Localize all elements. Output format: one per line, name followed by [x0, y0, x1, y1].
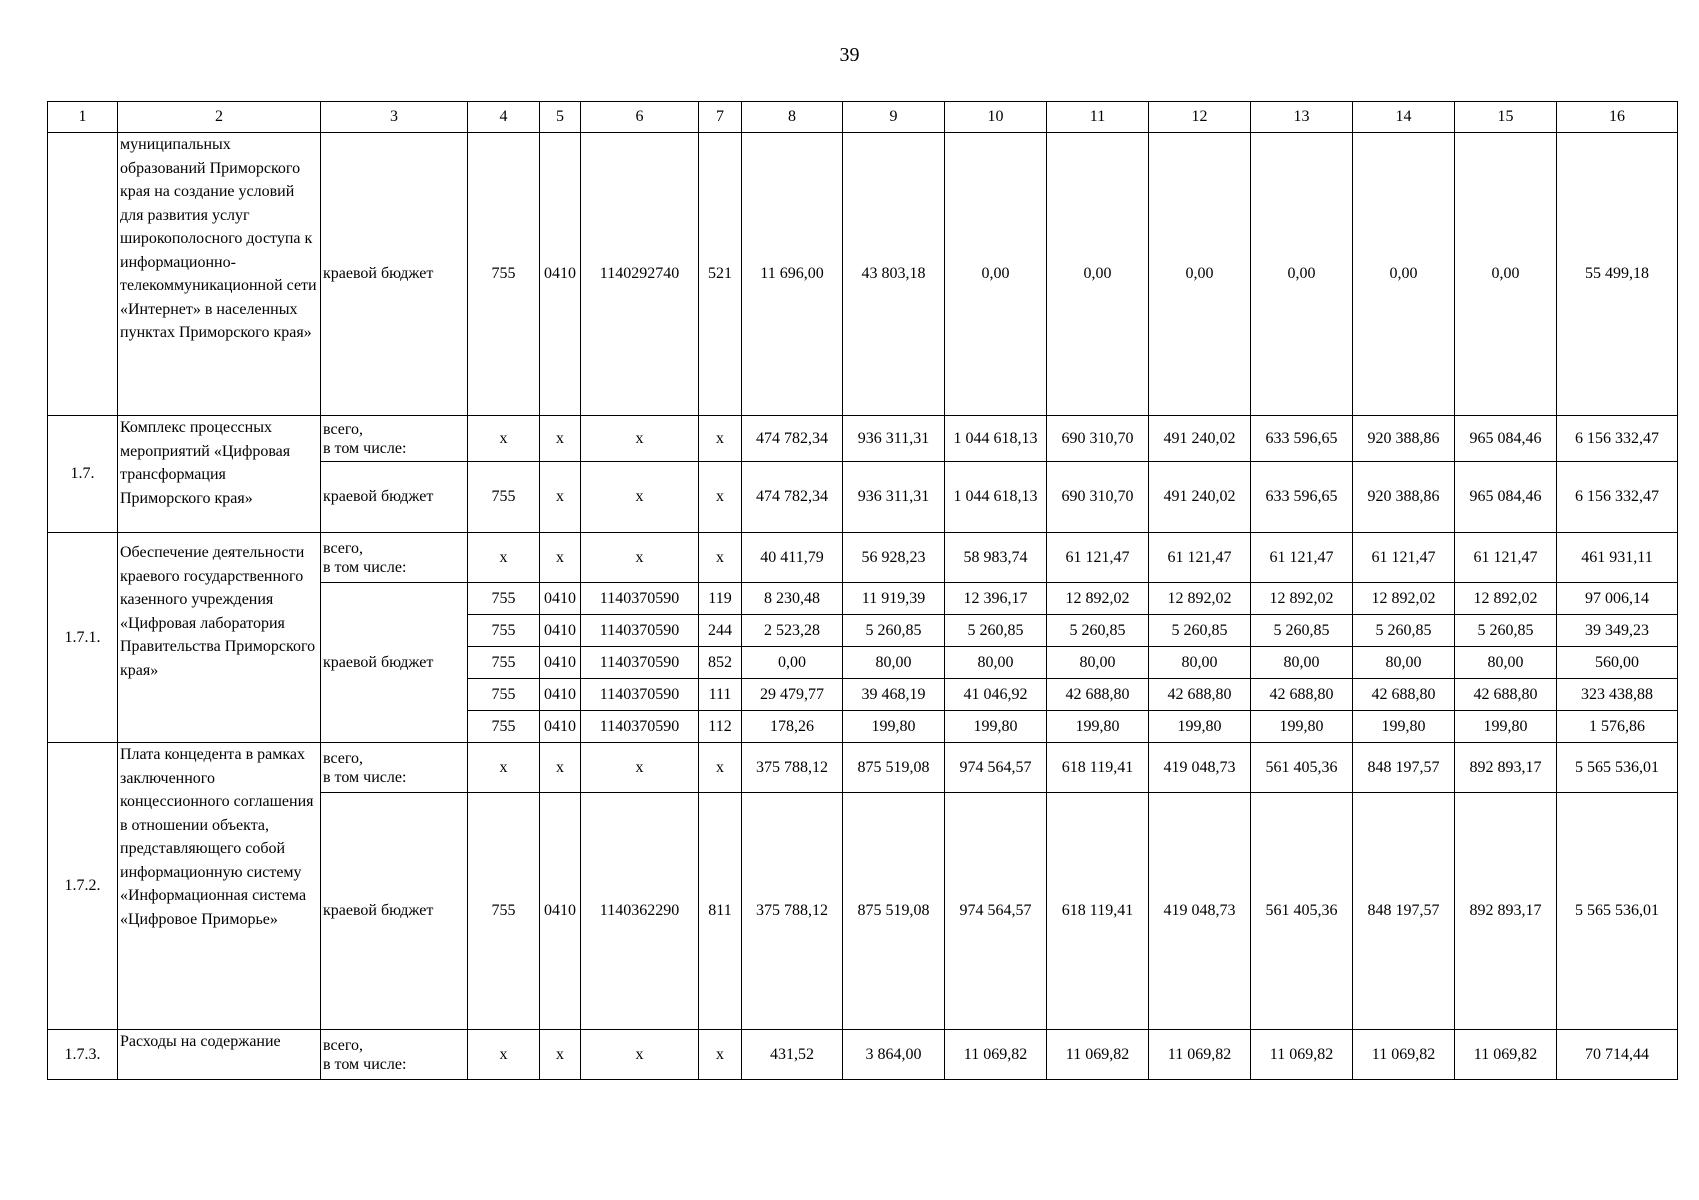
value-cell: 5 260,85	[1047, 615, 1149, 647]
value-cell: 80,00	[945, 647, 1047, 679]
code-cell: x	[581, 462, 699, 533]
value-cell: 80,00	[1149, 647, 1251, 679]
code-cell: 755	[468, 793, 540, 1030]
value-cell: 70 714,44	[1557, 1030, 1678, 1080]
col-header: 7	[699, 102, 742, 133]
funding-source: краевой бюджет	[321, 793, 468, 1030]
funding-source: краевой бюджет	[321, 133, 468, 416]
value-cell: 6 156 332,47	[1557, 462, 1678, 533]
value-cell: 12 892,02	[1149, 583, 1251, 615]
col-header: 9	[843, 102, 945, 133]
including-label: в том числе:	[323, 1055, 407, 1073]
code-cell: 244	[699, 615, 742, 647]
value-cell: 0,00	[945, 133, 1047, 416]
value-cell: 61 121,47	[1251, 533, 1353, 583]
value-cell: 199,80	[945, 711, 1047, 743]
row-id: 1.7.	[48, 416, 118, 533]
value-cell: 6 156 332,47	[1557, 416, 1678, 462]
code-cell: x	[699, 462, 742, 533]
value-cell: 323 438,88	[1557, 679, 1678, 711]
col-header: 16	[1557, 102, 1678, 133]
value-cell: 920 388,86	[1353, 462, 1455, 533]
value-cell: 39 468,19	[843, 679, 945, 711]
value-cell: 561 405,36	[1251, 793, 1353, 1030]
value-cell: 965 084,46	[1455, 462, 1557, 533]
value-cell: 61 121,47	[1047, 533, 1149, 583]
code-cell: x	[540, 1030, 581, 1080]
code-cell: 852	[699, 647, 742, 679]
code-cell: 755	[468, 679, 540, 711]
value-cell: 12 892,02	[1353, 583, 1455, 615]
code-cell: x	[468, 533, 540, 583]
value-cell: 892 893,17	[1455, 743, 1557, 793]
value-cell: 40 411,79	[742, 533, 843, 583]
code-cell: 0410	[540, 615, 581, 647]
value-cell: 848 197,57	[1353, 743, 1455, 793]
value-cell: 80,00	[1455, 647, 1557, 679]
code-cell: 521	[699, 133, 742, 416]
value-cell: 491 240,02	[1149, 462, 1251, 533]
value-cell: 920 388,86	[1353, 416, 1455, 462]
value-cell: 0,00	[1455, 133, 1557, 416]
total-label: всего,	[323, 1036, 364, 1054]
value-cell: 41 046,92	[945, 679, 1047, 711]
code-cell: 1140292740	[581, 133, 699, 416]
code-cell: x	[540, 533, 581, 583]
value-cell: 11 696,00	[742, 133, 843, 416]
value-cell: 80,00	[1251, 647, 1353, 679]
value-cell: 1 044 618,13	[945, 416, 1047, 462]
code-cell: 112	[699, 711, 742, 743]
col-header: 8	[742, 102, 843, 133]
value-cell: 39 349,23	[1557, 615, 1678, 647]
row-id: 1.7.1.	[48, 533, 118, 743]
value-cell: 690 310,70	[1047, 462, 1149, 533]
code-cell: 755	[468, 133, 540, 416]
value-cell: 199,80	[1251, 711, 1353, 743]
col-header: 14	[1353, 102, 1455, 133]
value-cell: 618 119,41	[1047, 793, 1149, 1030]
funding-source	[321, 416, 468, 462]
value-cell: 61 121,47	[1353, 533, 1455, 583]
value-cell: 80,00	[843, 647, 945, 679]
table-row	[48, 133, 1678, 416]
col-header: 2	[118, 102, 321, 133]
row-name: муниципальных образований Приморского края на создание условий для развития услуг широкополосного доступа к информационно-телекоммуникационной сети «Интернет» в населенных пунктах Приморского края»	[118, 133, 321, 416]
value-cell: 5 260,85	[945, 615, 1047, 647]
value-cell: 974 564,57	[945, 743, 1047, 793]
value-cell: 11 919,39	[843, 583, 945, 615]
value-cell: 936 311,31	[843, 462, 945, 533]
value-cell: 0,00	[742, 647, 843, 679]
value-cell: 199,80	[1047, 711, 1149, 743]
code-cell: 0410	[540, 583, 581, 615]
total-label: всего,	[323, 420, 364, 438]
value-cell: 5 565 536,01	[1557, 793, 1678, 1030]
code-cell: x	[468, 416, 540, 462]
total-label: всего,	[323, 539, 364, 557]
code-cell: 119	[699, 583, 742, 615]
including-label: в том числе:	[323, 558, 407, 576]
value-cell: 199,80	[1149, 711, 1251, 743]
value-cell: 42 688,80	[1251, 679, 1353, 711]
code-cell: 111	[699, 679, 742, 711]
row-name: Плата концедента в рамках заключенного концессионного соглашения в отношении объекта, представляющего собой информационную систему «Информационная система «Цифровое Приморье»	[118, 743, 321, 1030]
value-cell: 375 788,12	[742, 793, 843, 1030]
value-cell: 11 069,82	[1455, 1030, 1557, 1080]
funding-source: краевой бюджет	[321, 583, 468, 743]
including-label: в том числе:	[323, 768, 407, 786]
value-cell: 42 688,80	[1047, 679, 1149, 711]
col-header: 15	[1455, 102, 1557, 133]
value-cell: 0,00	[1149, 133, 1251, 416]
value-cell: 11 069,82	[1353, 1030, 1455, 1080]
value-cell: 0,00	[1353, 133, 1455, 416]
value-cell: 633 596,65	[1251, 416, 1353, 462]
code-cell: 755	[468, 615, 540, 647]
value-cell: 11 069,82	[1047, 1030, 1149, 1080]
value-cell: 633 596,65	[1251, 462, 1353, 533]
value-cell: 5 260,85	[843, 615, 945, 647]
value-cell: 42 688,80	[1455, 679, 1557, 711]
value-cell: 8 230,48	[742, 583, 843, 615]
code-cell: x	[540, 743, 581, 793]
header-row	[48, 102, 1678, 133]
value-cell: 419 048,73	[1149, 743, 1251, 793]
value-cell: 12 892,02	[1251, 583, 1353, 615]
code-cell: x	[581, 1030, 699, 1080]
value-cell: 80,00	[1047, 647, 1149, 679]
table-row	[48, 1030, 1678, 1080]
table-row	[48, 416, 1678, 462]
value-cell: 431,52	[742, 1030, 843, 1080]
value-cell: 561 405,36	[1251, 743, 1353, 793]
value-cell: 936 311,31	[843, 416, 945, 462]
col-header: 12	[1149, 102, 1251, 133]
value-cell: 5 565 536,01	[1557, 743, 1678, 793]
code-cell: 0410	[540, 133, 581, 416]
value-cell: 1 576,86	[1557, 711, 1678, 743]
value-cell: 375 788,12	[742, 743, 843, 793]
value-cell: 199,80	[1455, 711, 1557, 743]
table-row	[48, 533, 1678, 583]
value-cell: 11 069,82	[945, 1030, 1047, 1080]
value-cell: 199,80	[1353, 711, 1455, 743]
code-cell: 811	[699, 793, 742, 1030]
code-cell: x	[468, 743, 540, 793]
value-cell: 0,00	[1251, 133, 1353, 416]
code-cell: x	[581, 743, 699, 793]
col-header: 6	[581, 102, 699, 133]
value-cell: 5 260,85	[1149, 615, 1251, 647]
code-cell: x	[468, 1030, 540, 1080]
value-cell: 419 048,73	[1149, 793, 1251, 1030]
code-cell: 1140370590	[581, 615, 699, 647]
budget-table	[47, 101, 1678, 1080]
code-cell: 0410	[540, 679, 581, 711]
value-cell: 474 782,34	[742, 416, 843, 462]
code-cell: x	[699, 533, 742, 583]
value-cell: 875 519,08	[843, 793, 945, 1030]
value-cell: 61 121,47	[1149, 533, 1251, 583]
code-cell: 1140370590	[581, 679, 699, 711]
value-cell: 848 197,57	[1353, 793, 1455, 1030]
value-cell: 618 119,41	[1047, 743, 1149, 793]
code-cell: 755	[468, 711, 540, 743]
value-cell: 474 782,34	[742, 462, 843, 533]
value-cell: 61 121,47	[1455, 533, 1557, 583]
value-cell: 12 892,02	[1047, 583, 1149, 615]
code-cell: x	[540, 462, 581, 533]
code-cell: 755	[468, 647, 540, 679]
row-name: Обеспечение деятельности краевого государственного казенного учреждения «Цифровая лаборатория Правительства Приморского края»	[118, 533, 321, 743]
row-id: 1.7.2.	[48, 743, 118, 1030]
col-header: 5	[540, 102, 581, 133]
table-row	[48, 743, 1678, 793]
value-cell: 2 523,28	[742, 615, 843, 647]
funding-source	[321, 1030, 468, 1080]
value-cell: 11 069,82	[1251, 1030, 1353, 1080]
col-header: 10	[945, 102, 1047, 133]
value-cell: 875 519,08	[843, 743, 945, 793]
value-cell: 199,80	[843, 711, 945, 743]
value-cell: 42 688,80	[1149, 679, 1251, 711]
value-cell: 560,00	[1557, 647, 1678, 679]
row-id: 1.7.3.	[48, 1030, 118, 1080]
code-cell: 755	[468, 583, 540, 615]
value-cell: 11 069,82	[1149, 1030, 1251, 1080]
value-cell: 3 864,00	[843, 1030, 945, 1080]
col-header: 3	[321, 102, 468, 133]
code-cell: x	[581, 416, 699, 462]
value-cell: 0,00	[1047, 133, 1149, 416]
value-cell: 1 044 618,13	[945, 462, 1047, 533]
row-id	[48, 133, 118, 416]
funding-source: краевой бюджет	[321, 462, 468, 533]
page-number: 39	[839, 44, 860, 66]
value-cell: 974 564,57	[945, 793, 1047, 1030]
value-cell: 55 499,18	[1557, 133, 1678, 416]
code-cell: 0410	[540, 793, 581, 1030]
row-name: Расходы на содержание	[118, 1030, 321, 1080]
value-cell: 97 006,14	[1557, 583, 1678, 615]
col-header: 1	[48, 102, 118, 133]
col-header: 4	[468, 102, 540, 133]
code-cell: x	[540, 416, 581, 462]
funding-source	[321, 533, 468, 583]
value-cell: 80,00	[1353, 647, 1455, 679]
funding-source	[321, 743, 468, 793]
value-cell: 56 928,23	[843, 533, 945, 583]
col-header: 11	[1047, 102, 1149, 133]
value-cell: 12 892,02	[1455, 583, 1557, 615]
code-cell: 1140370590	[581, 711, 699, 743]
col-header: 13	[1251, 102, 1353, 133]
total-label: всего,	[323, 749, 364, 767]
value-cell: 5 260,85	[1353, 615, 1455, 647]
code-cell: 0410	[540, 647, 581, 679]
value-cell: 178,26	[742, 711, 843, 743]
row-name: Комплекс процессных мероприятий «Цифровая трансформация Приморского края»	[118, 416, 321, 533]
code-cell: x	[581, 533, 699, 583]
code-cell: 755	[468, 462, 540, 533]
value-cell: 461 931,11	[1557, 533, 1678, 583]
code-cell: x	[699, 743, 742, 793]
value-cell: 58 983,74	[945, 533, 1047, 583]
value-cell: 892 893,17	[1455, 793, 1557, 1030]
code-cell: 1140370590	[581, 647, 699, 679]
value-cell: 43 803,18	[843, 133, 945, 416]
code-cell: 0410	[540, 711, 581, 743]
value-cell: 29 479,77	[742, 679, 843, 711]
value-cell: 5 260,85	[1251, 615, 1353, 647]
code-cell: x	[699, 416, 742, 462]
code-cell: 1140370590	[581, 583, 699, 615]
value-cell: 491 240,02	[1149, 416, 1251, 462]
code-cell: x	[699, 1030, 742, 1080]
value-cell: 42 688,80	[1353, 679, 1455, 711]
including-label: в том числе:	[323, 439, 407, 457]
code-cell: 1140362290	[581, 793, 699, 1030]
value-cell: 12 396,17	[945, 583, 1047, 615]
value-cell: 690 310,70	[1047, 416, 1149, 462]
value-cell: 965 084,46	[1455, 416, 1557, 462]
value-cell: 5 260,85	[1455, 615, 1557, 647]
